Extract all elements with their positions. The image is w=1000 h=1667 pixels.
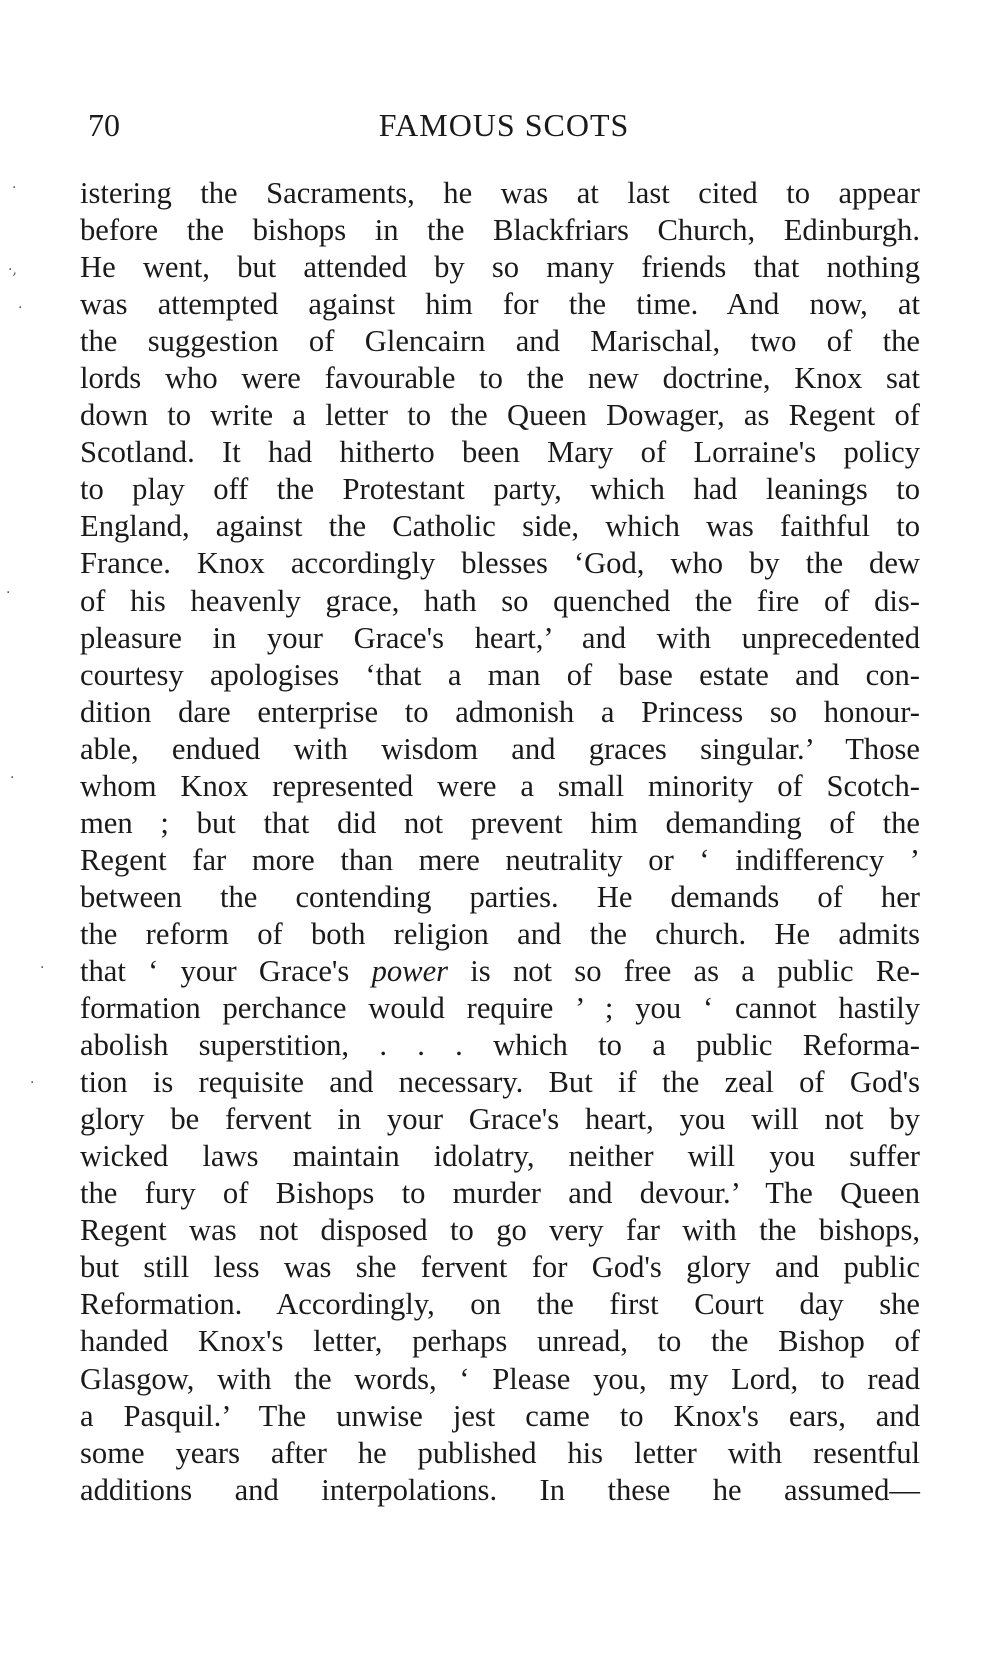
text-line: some years after he published his letter with resentful <box>80 1435 920 1470</box>
text-line: down to write a letter to the Queen Dowager, as Regent of <box>80 398 920 433</box>
text-line: pleasure in your Grace's heart,’ and with unprecedented <box>80 620 920 655</box>
text-line: to play off the Protestant party, which had leanings to <box>80 472 920 507</box>
text-line: but still less was she fervent for God's glory and public <box>80 1250 920 1285</box>
margin-speck: · <box>30 1075 35 1091</box>
text-line: handed Knox's letter, perhaps unread, to the Bishop of <box>80 1324 920 1359</box>
text-line: dition dare enterprise to admonish a Princess so honour- <box>80 694 920 729</box>
text-line: courtesy apologises ‘that a man of base estate and con- <box>80 657 920 692</box>
body-text <box>80 175 920 1509</box>
margin-speck: · <box>6 585 11 601</box>
text-line-with-italic <box>80 953 920 990</box>
text-line: between the contending parties. He demands of her <box>80 879 920 914</box>
text-line: the fury of Bishops to murder and devour.’ The Queen <box>80 1176 920 1211</box>
text-line: tion is requisite and necessary. But if the zeal of God's <box>80 1065 920 1100</box>
margin-speck: · <box>18 300 23 316</box>
text-line: lords who were favourable to the new doctrine, Knox sat <box>80 361 920 396</box>
text-line: wicked laws maintain idolatry, neither will you suffer <box>80 1139 920 1174</box>
text-line: whom Knox represented were a small minority of Scotch- <box>80 768 920 803</box>
text-line: England, against the Catholic side, which was faithful to <box>80 509 920 544</box>
text-line: men ; but that did not prevent him demanding of the <box>80 805 920 840</box>
text-line: the suggestion of Glencairn and Marischal, two of the <box>80 324 920 359</box>
text-line: before the bishops in the Blackfriars Church, Edinburgh. <box>80 213 920 248</box>
margin-speck: · <box>40 960 45 976</box>
text-line: formation perchance would require ’ ; you ‘ cannot hastily <box>80 991 920 1026</box>
text-line: istering the Sacraments, he was at last cited to appear <box>80 176 920 210</box>
text-line: Regent was not disposed to go very far with the bishops, <box>80 1213 920 1248</box>
margin-speck: ·, <box>8 262 17 278</box>
text-line: Regent far more than mere neutrality or ‘ indifferency ’ <box>80 842 920 877</box>
running-title: FAMOUS SCOTS <box>378 107 630 143</box>
text-line: the reform of both religion and the church. He admits <box>80 916 920 951</box>
text-line: a Pasquil.’ The unwise jest came to Knox's ears, and <box>80 1398 920 1433</box>
margin-speck: · <box>10 770 15 786</box>
text-line: was attempted against him for the time. And now, at <box>80 287 920 322</box>
text-segment: that ‘ your Grace's <box>80 953 372 988</box>
text-line: Glasgow, with the words, ‘ Please you, my Lord, to read <box>80 1361 920 1396</box>
text-line: additions and interpolations. In these he assumed— <box>80 1472 920 1507</box>
text-line: abolish superstition, . . . which to a public Reforma- <box>80 1028 920 1063</box>
text-line: glory be fervent in your Grace's heart, you will not by <box>80 1102 920 1137</box>
italic-word: power <box>371 953 449 988</box>
text-line: able, endued with wisdom and graces singular.’ Those <box>80 731 920 766</box>
text-line: Reformation. Accordingly, on the first Court day she <box>80 1287 920 1322</box>
margin-speck: · <box>12 180 17 196</box>
text-segment: is not so free as a public Re- <box>448 953 920 988</box>
text-line: He went, but attended by so many friends that nothing <box>80 250 920 285</box>
running-head <box>88 100 920 150</box>
text-line: France. Knox accordingly blesses ‘God, who by the dew <box>80 546 920 581</box>
page-number: 70 <box>88 107 120 143</box>
text-line: Scotland. It had hitherto been Mary of Lorraine's policy <box>80 435 920 470</box>
text-line: of his heavenly grace, hath so quenched the fire of dis- <box>80 583 920 618</box>
